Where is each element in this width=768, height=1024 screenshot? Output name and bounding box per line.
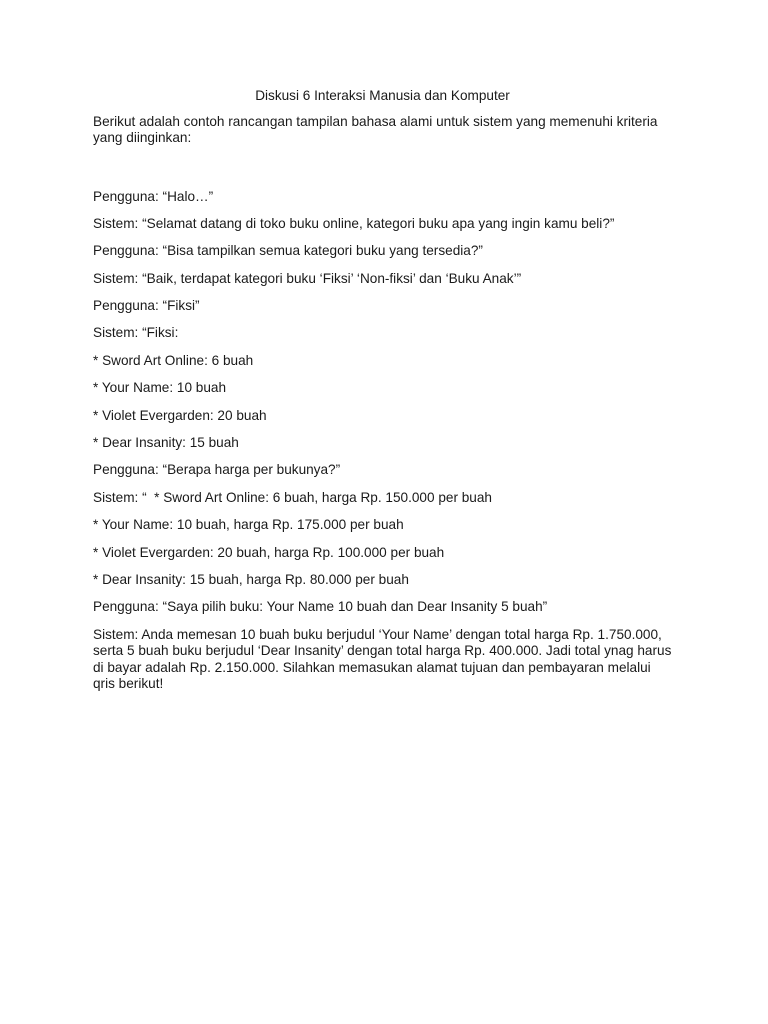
dialogue-line: Pengguna: “Halo…”	[93, 188, 214, 204]
dialogue-line: Pengguna: “Fiksi”	[93, 298, 200, 314]
dialogue-line: Pengguna: “Berapa harga per bukunya?”	[93, 462, 341, 478]
dialogue-line: Sistem: “Selamat datang di toko buku online, kategori buku apa yang ingin kamu beli?”	[93, 215, 615, 231]
document-title: Diskusi 6 Interaksi Manusia dan Komputer	[255, 88, 510, 103]
intro-paragraph: Berikut adalah contoh rancangan tampilan bahasa alami untuk sistem yang memenuhi kriteria yang diinginkan:	[93, 113, 658, 145]
dialogue-block	[93, 189, 672, 616]
dialogue-line: Pengguna: “Bisa tampilkan semua kategori buku yang tersedia?”	[93, 243, 483, 259]
dialogue-line: Sistem: “ * Sword Art Online: 6 buah, harga Rp. 150.000 per buah	[93, 489, 492, 505]
list-item: * Violet Evergarden: 20 buah	[93, 407, 267, 423]
dialogue-line: Sistem: “Fiksi:	[93, 325, 179, 341]
list-item: * Dear Insanity: 15 buah, harga Rp. 80.000 per buah	[93, 571, 409, 587]
dialogue-line: Pengguna: “Saya pilih buku: Your Name 10 buah dan Dear Insanity 5 buah”	[93, 599, 548, 615]
list-item: * Sword Art Online: 6 buah	[93, 352, 254, 368]
list-item: * Your Name: 10 buah, harga Rp. 175.000 per buah	[93, 517, 404, 533]
final-paragraph: Sistem: Anda memesan 10 buah buku berjudul ‘Your Name’ dengan total harga Rp. 1.750.000, serta 5 buah buku berjudul ‘Dear Insanity’ dengan total harga Rp. 400.000. Jadi total ynag harus di bayar adalah Rp. 2.150.000. Silahkan memasukan alamat tujuan dan pembayaran melalui qris berikut!	[93, 626, 672, 692]
list-item: * Dear Insanity: 15 buah	[93, 435, 239, 451]
dialogue-line: Sistem: “Baik, terdapat kategori buku ‘Fiksi’ ‘Non-fiksi’ dan ‘Buku Anak’”	[93, 270, 522, 286]
list-item: * Your Name: 10 buah	[93, 380, 227, 396]
list-item: * Violet Evergarden: 20 buah, harga Rp. 100.000 per buah	[93, 544, 445, 560]
